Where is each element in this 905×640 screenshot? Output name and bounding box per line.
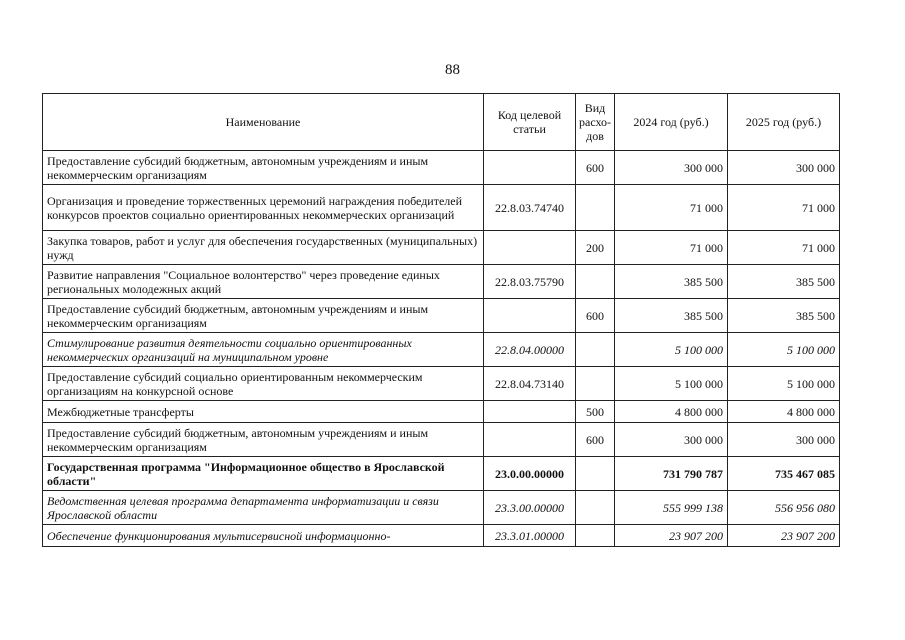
table-row	[43, 491, 840, 525]
cell-code: 22.8.03.74740	[484, 185, 576, 231]
cell-code	[484, 423, 576, 457]
cell-2024: 23 907 200	[615, 525, 728, 547]
table-row	[43, 367, 840, 401]
cell-name: Предоставление субсидий социально ориентированным некоммерческим организациям на конкурсной основе	[43, 367, 484, 401]
cell-expense-type	[576, 367, 615, 401]
cell-2025: 300 000	[728, 423, 840, 457]
table-row	[43, 401, 840, 423]
cell-2024: 5 100 000	[615, 333, 728, 367]
cell-code	[484, 231, 576, 265]
cell-expense-type	[576, 185, 615, 231]
header-2025: 2025 год (руб.)	[728, 94, 840, 151]
cell-2025: 385 500	[728, 265, 840, 299]
cell-2024: 385 500	[615, 265, 728, 299]
cell-name: Закупка товаров, работ и услуг для обеспечения государственных (муниципальных) нужд	[43, 231, 484, 265]
table-row	[43, 231, 840, 265]
cell-expense-type: 600	[576, 151, 615, 185]
cell-name: Организация и проведение торжественных церемоний награждения победителей конкурсов проектов социально ориентированных некоммерческих организаций	[43, 185, 484, 231]
table-body	[43, 151, 840, 547]
cell-code: 23.3.01.00000	[484, 525, 576, 547]
cell-name: Предоставление субсидий бюджетным, автономным учреждениям и иным некоммерческим организациям	[43, 423, 484, 457]
cell-expense-type	[576, 491, 615, 525]
cell-expense-type	[576, 333, 615, 367]
cell-2025: 5 100 000	[728, 333, 840, 367]
header-expense-type: Вид расхо-дов	[576, 94, 615, 151]
cell-2025: 556 956 080	[728, 491, 840, 525]
table-row	[43, 457, 840, 491]
cell-code: 22.8.03.75790	[484, 265, 576, 299]
cell-name: Государственная программа "Информационное общество в Ярославской области"	[43, 457, 484, 491]
table-row	[43, 525, 840, 547]
cell-name: Развитие направления "Социальное волонтерство" через проведение единых региональных молодежных акций	[43, 265, 484, 299]
header-name: Наименование	[43, 94, 484, 151]
cell-name: Стимулирование развития деятельности социально ориентированных некоммерческих организаций на муниципальном уровне	[43, 333, 484, 367]
cell-expense-type	[576, 265, 615, 299]
cell-code	[484, 401, 576, 423]
cell-expense-type	[576, 457, 615, 491]
cell-2025: 71 000	[728, 185, 840, 231]
cell-2024: 385 500	[615, 299, 728, 333]
budget-table	[42, 93, 840, 547]
cell-code: 23.0.00.00000	[484, 457, 576, 491]
cell-2024: 555 999 138	[615, 491, 728, 525]
cell-2024: 300 000	[615, 423, 728, 457]
cell-2024: 71 000	[615, 231, 728, 265]
cell-name: Предоставление субсидий бюджетным, автономным учреждениям и иным некоммерческим организациям	[43, 299, 484, 333]
cell-name: Предоставление субсидий бюджетным, автономным учреждениям и иным некоммерческим организациям	[43, 151, 484, 185]
table-row	[43, 299, 840, 333]
table-row	[43, 423, 840, 457]
cell-2024: 4 800 000	[615, 401, 728, 423]
cell-2024: 5 100 000	[615, 367, 728, 401]
cell-name: Обеспечение функционирования мультисервисной информационно-	[43, 525, 484, 547]
cell-name: Межбюджетные трансферты	[43, 401, 484, 423]
cell-2025: 4 800 000	[728, 401, 840, 423]
cell-2025: 300 000	[728, 151, 840, 185]
cell-2025: 71 000	[728, 231, 840, 265]
cell-code: 22.8.04.00000	[484, 333, 576, 367]
header-code: Код целевой статьи	[484, 94, 576, 151]
cell-expense-type: 200	[576, 231, 615, 265]
cell-name: Ведомственная целевая программа департамента информатизации и связи Ярославской области	[43, 491, 484, 525]
table-row	[43, 333, 840, 367]
cell-expense-type: 600	[576, 299, 615, 333]
table-row	[43, 185, 840, 231]
cell-2025: 735 467 085	[728, 457, 840, 491]
cell-code	[484, 151, 576, 185]
cell-code: 22.8.04.73140	[484, 367, 576, 401]
table-row	[43, 265, 840, 299]
cell-2025: 5 100 000	[728, 367, 840, 401]
cell-2024: 71 000	[615, 185, 728, 231]
cell-2025: 23 907 200	[728, 525, 840, 547]
cell-2024: 300 000	[615, 151, 728, 185]
cell-2025: 385 500	[728, 299, 840, 333]
cell-code	[484, 299, 576, 333]
table-row	[43, 151, 840, 185]
page-number: 88	[445, 62, 460, 78]
cell-expense-type: 500	[576, 401, 615, 423]
table-header-row	[43, 94, 840, 151]
header-2024: 2024 год (руб.)	[615, 94, 728, 151]
cell-code: 23.3.00.00000	[484, 491, 576, 525]
cell-expense-type: 600	[576, 423, 615, 457]
cell-2024: 731 790 787	[615, 457, 728, 491]
cell-expense-type	[576, 525, 615, 547]
